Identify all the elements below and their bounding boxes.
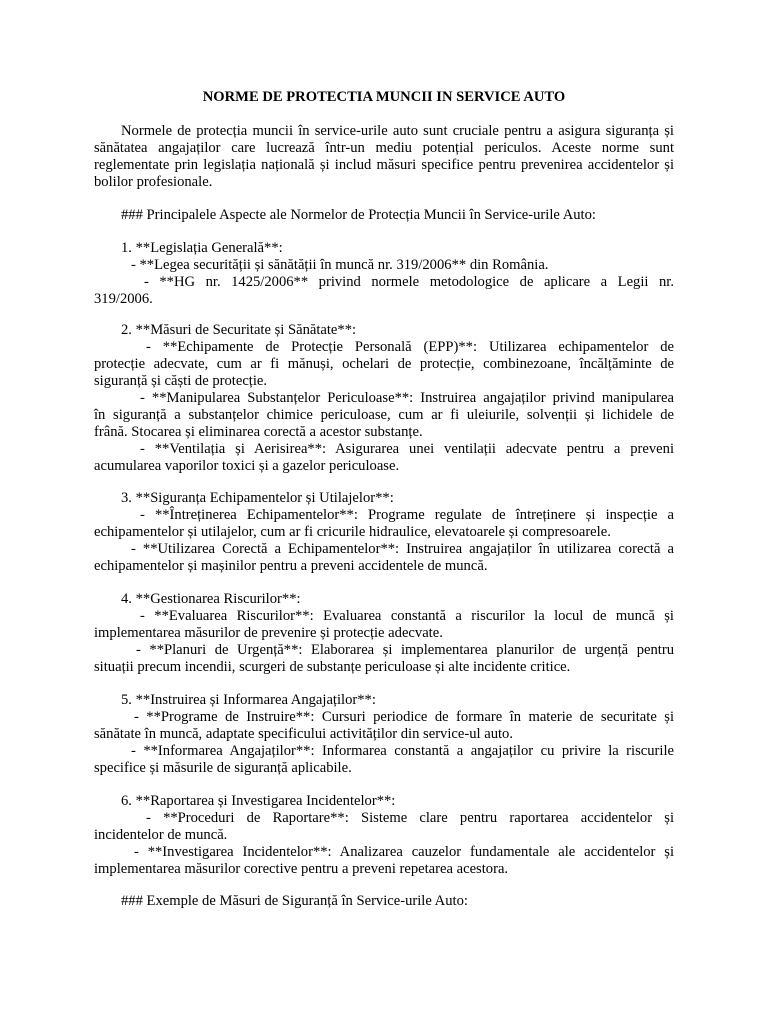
list-item: - **Întreținerea Echipamentelor**: Programe regulate de întreținere și inspecție a — [140, 507, 674, 523]
section-equipment-safety — [94, 490, 674, 575]
list-item-continuation: implementarea măsurilor de prevenire și protecție adecvate. — [94, 625, 443, 641]
section-risk-management — [94, 591, 674, 676]
list-item: - **Legea securității și sănătății în muncă nr. 319/2006** din România. — [131, 257, 549, 273]
list-item-continuation: specifice și măsurile de siguranță aplicabile. — [94, 760, 352, 776]
section-title: 6. **Raportarea și Investigarea Incidentelor**: — [121, 793, 396, 809]
list-item-continuation: incidentelor de muncă. — [94, 827, 228, 843]
section-safety-measures — [94, 322, 674, 475]
intro-paragraph: Normele de protecția muncii în service-urile auto sunt cruciale pentru a asigura siguranța și sănătatea angajaților care lucrează într-un mediu potențial periculos. Aceste norme sunt reglementate prin legislația națională și includ măsuri specifice pentru prevenirea accidentelor și bolilor profesionale. — [94, 123, 674, 190]
list-item-continuation: echipamentelor și mașinilor pentru a preveni accidentele de muncă. — [94, 558, 488, 574]
section-title: 1. **Legislația Generală**: — [121, 240, 283, 256]
list-item: - **Utilizarea Corectă a Echipamentelor**: Instruirea angajaților în utilizarea corectă a — [131, 541, 674, 557]
list-item: - **Evaluarea Riscurilor**: Evaluarea constantă a riscurilor la locul de muncă și — [140, 608, 674, 624]
section-title: 3. **Siguranța Echipamentelor și Utilajelor**: — [121, 490, 394, 506]
list-item-continuation: siguranță și căști de protecție. — [94, 373, 268, 389]
list-item-continuation: 319/2006. — [94, 291, 153, 307]
list-item-continuation: echipamentelor și utilajelor, cum ar fi cricurile hidraulice, elevatoarele și compresoarele. — [94, 524, 611, 540]
list-item: - **Programe de Instruire**: Cursuri periodice de formare în materie de securitate și — [134, 709, 674, 725]
section-incident-reporting — [94, 793, 674, 878]
section-title: 5. **Instruirea și Informarea Angajaților**: — [121, 692, 376, 708]
list-item-continuation: protecție adecvate, cum ar fi mănuși, ochelari de protecție, combinezoane, încălțăminte de — [94, 356, 674, 372]
section-heading-aspects: ### Principalele Aspecte ale Normelor de Protecția Muncii în Service-urile Auto: — [121, 207, 596, 223]
section-title: 2. **Măsuri de Securitate și Sănătate**: — [121, 322, 357, 338]
list-item-continuation: frână. Stocarea și eliminarea corectă a acestor substanțe. — [94, 424, 423, 440]
document-title: NORME DE PROTECTIA MUNCII IN SERVICE AUTO — [202, 89, 566, 105]
list-item-continuation: situații precum incendii, scurgeri de substanțe periculoase și alte incidente critice. — [94, 659, 571, 675]
list-item: - **Proceduri de Raportare**: Sisteme clare pentru raportarea accidentelor și — [146, 810, 674, 826]
section-training — [94, 692, 674, 777]
list-item: - **Informarea Angajaților**: Informarea constantă a angajaților cu privire la riscurile — [131, 743, 674, 759]
list-item: - **Echipamente de Protecție Personală (EPP)**: Utilizarea echipamentelor de — [146, 339, 674, 355]
list-item: - **Manipularea Substanțelor Periculoase**: Instruirea angajaților privind manipularea — [140, 390, 674, 406]
section-legislation — [94, 240, 674, 308]
list-item: - **Planuri de Urgență**: Elaborarea și implementarea planurilor de urgență pentru — [136, 642, 674, 658]
section-heading-examples: ### Exemple de Măsuri de Siguranță în Service-urile Auto: — [121, 893, 468, 909]
list-item-continuation: sănătate în muncă, adaptate specificului activităților din service-ul auto. — [94, 726, 514, 742]
section-title: 4. **Gestionarea Riscurilor**: — [121, 591, 301, 607]
list-item: - **HG nr. 1425/2006** privind normele metodologice de aplicare a Legii nr. — [144, 274, 674, 290]
list-item: - **Ventilația și Aerisirea**: Asigurarea unei ventilații adecvate pentru a preveni — [140, 441, 674, 457]
list-item-continuation: implementarea măsurilor corective pentru a preveni repetarea acestora. — [94, 861, 509, 877]
list-item-continuation: acumularea vaporilor toxici și a gazelor periculoase. — [94, 458, 400, 474]
list-item: - **Investigarea Incidentelor**: Analizarea cauzelor fundamentale ale accidentelor și — [134, 844, 674, 860]
list-item-continuation: în siguranță a substanțelor chimice periculoase, cum ar fi uleiurile, solvenții și lichidele de — [94, 407, 674, 423]
